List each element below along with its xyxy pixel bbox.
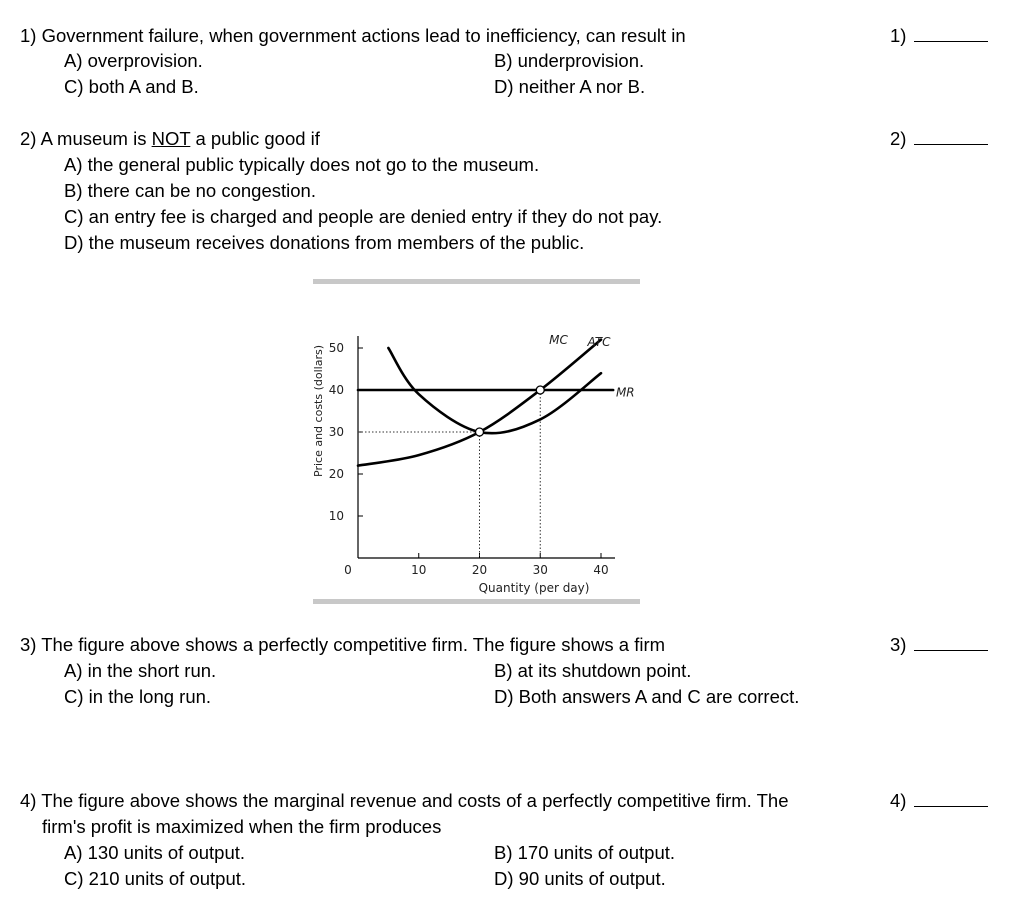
question-4-stem-line-1: 4) The figure above shows the marginal revenue and costs of a perfectly competitive firm. The	[20, 790, 789, 811]
question-1-option-b[interactable]: B) underprovision.	[494, 50, 645, 71]
answer-blank[interactable]	[914, 636, 988, 651]
question-1-option-d[interactable]: D) neither A nor B.	[494, 76, 646, 97]
x-tick-label: 30	[532, 563, 548, 577]
question-2-stem-post: a public good if	[190, 128, 320, 149]
question-4-option-d[interactable]: D) 90 units of output.	[494, 868, 666, 889]
x-axis-label: Quantity (per day)	[478, 581, 590, 595]
question-2-number: 2)	[890, 128, 907, 149]
y-tick-label: 50	[328, 341, 344, 355]
question-3-option-d[interactable]: D) Both answers A and C are correct.	[494, 686, 800, 707]
plot-area	[312, 333, 635, 595]
question-2-stem-pre: 2) A museum is	[20, 128, 152, 149]
question-1-option-c[interactable]: C) both A and B.	[64, 76, 199, 97]
y-tick-label: 10	[328, 509, 344, 523]
y-axis-label: Price and costs (dollars)	[312, 345, 325, 477]
y-tick-label: 20	[328, 467, 344, 481]
question-4-option-b[interactable]: B) 170 units of output.	[494, 842, 676, 863]
series-mc-label: MC	[549, 332, 568, 347]
question-2-stem-emphasis: NOT	[151, 128, 191, 149]
x-tick-label: 10	[411, 563, 427, 577]
answer-blank[interactable]	[914, 792, 988, 807]
question-3-option-b[interactable]: B) at its shutdown point.	[494, 660, 692, 681]
question-3-stem: 3) The figure above shows a perfectly competitive firm. The figure shows a firm	[20, 634, 666, 655]
question-2-answer-slot[interactable]	[890, 128, 988, 150]
question-1-number: 1)	[890, 25, 907, 46]
question-3-number: 3)	[890, 634, 907, 655]
question-1-answer-slot[interactable]	[890, 25, 988, 47]
answer-blank[interactable]	[914, 130, 988, 145]
question-1-option-a[interactable]: A) overprovision.	[64, 50, 203, 71]
question-3-answer-slot[interactable]	[890, 634, 988, 656]
x-tick-label: 20	[471, 563, 488, 577]
question-1-stem: 1) Government failure, when government actions lead to inefficiency, can result in	[20, 25, 686, 46]
figure-bottom-rule	[313, 599, 640, 604]
figure-top-rule	[313, 279, 640, 284]
question-4-option-c[interactable]: C) 210 units of output.	[64, 868, 247, 889]
question-2-option-c[interactable]: C) an entry fee is charged and people are denied entry if they do not pay.	[64, 206, 663, 227]
cost-curves-chart	[300, 276, 650, 608]
x-tick-label: 0	[344, 563, 352, 577]
cost-curves-figure	[300, 276, 650, 608]
intersection-point	[536, 386, 544, 394]
question-4-answer-slot[interactable]	[890, 790, 988, 812]
question-2-stem	[20, 128, 320, 150]
question-2-option-b[interactable]: B) there can be no congestion.	[64, 180, 316, 201]
x-tick-label: 40	[593, 563, 609, 577]
question-2-option-a[interactable]: A) the general public typically does not go to the museum.	[64, 154, 540, 175]
y-tick-label: 30	[328, 425, 344, 439]
question-4-stem-line-2: firm's profit is maximized when the firm produces	[42, 816, 442, 837]
series-mr-label: MR	[615, 385, 635, 400]
question-4-option-a[interactable]: A) 130 units of output.	[64, 842, 246, 863]
series-atc-label: ATC	[587, 334, 611, 349]
intersection-point	[476, 428, 484, 436]
question-2-option-d[interactable]: D) the museum receives donations from members of the public.	[64, 232, 585, 253]
y-tick-label: 40	[328, 383, 344, 397]
question-4-number: 4)	[890, 790, 907, 811]
question-3-option-a[interactable]: A) in the short run.	[64, 660, 217, 681]
question-3-option-c[interactable]: C) in the long run.	[64, 686, 212, 707]
answer-blank[interactable]	[914, 27, 988, 42]
